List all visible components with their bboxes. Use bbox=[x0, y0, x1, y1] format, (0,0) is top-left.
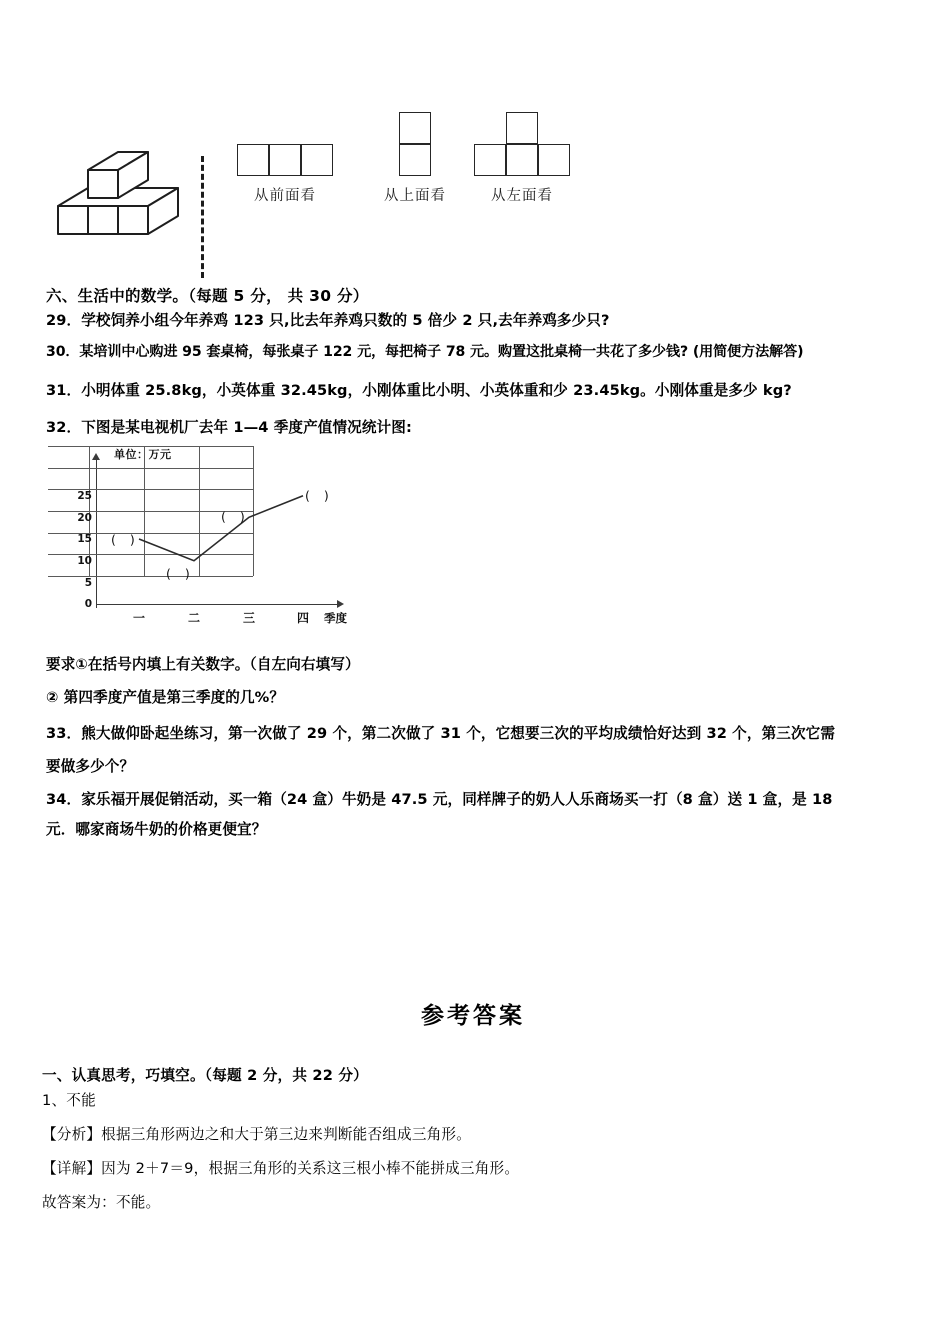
blank-marker-q4[interactable]: ( ) bbox=[305, 488, 334, 503]
front-view-label: 从前面看 bbox=[254, 188, 316, 204]
xtick-q1: 一 bbox=[132, 611, 145, 625]
answer-detail: 【详解】因为 2＋7＝9，根据三角形的关系这三根小棒不能拼成三角形。 bbox=[42, 1160, 520, 1177]
ytick-15: 15 bbox=[77, 533, 92, 546]
question-34-line-2: 元．哪家商场牛奶的价格更便宜？ bbox=[46, 821, 267, 838]
top-view-grid bbox=[399, 112, 431, 176]
answer-analysis: 【分析】根据三角形两边之和大于第三边来判断能否组成三角形。 bbox=[42, 1126, 472, 1143]
ytick-25: 25 bbox=[77, 489, 92, 502]
left-view bbox=[462, 112, 582, 205]
question-32: 32．下图是某电视机厂去年 1—4 季度产值情况统计图: bbox=[46, 419, 412, 436]
orthographic-views bbox=[190, 108, 610, 258]
blank-marker-q2[interactable]: ( ) bbox=[166, 566, 195, 581]
isometric-cube-stack-icon bbox=[50, 136, 190, 250]
requirement-1: 要求①在括号内填上有关数字。（自左向右填写） bbox=[46, 656, 360, 673]
view-cell bbox=[506, 112, 538, 144]
answer-conclusion: 故答案为：不能。 bbox=[42, 1194, 161, 1211]
ytick-0: 0 bbox=[84, 598, 92, 610]
ytick-10: 10 bbox=[77, 554, 92, 567]
view-cell bbox=[538, 144, 570, 176]
view-cell bbox=[399, 144, 431, 176]
xtick-q3: 三 bbox=[242, 611, 255, 625]
xtick-q2: 二 bbox=[187, 611, 200, 625]
answer-section-heading: 一、认真思考，巧填空。（每题 2 分，共 22 分） bbox=[42, 1067, 368, 1084]
x-axis-arrow-icon bbox=[337, 600, 344, 608]
front-view-grid bbox=[237, 144, 333, 176]
view-cell bbox=[301, 144, 333, 176]
view-cell bbox=[474, 144, 506, 176]
question-33-line-1: 33．熊大做仰卧起坐练习，第一次做了 29 个，第二次做了 31 个，它想要三次的平均成绩恰好达到 32 个，第三次它需 bbox=[46, 725, 836, 742]
question-33-line-2: 要做多少个？ bbox=[46, 758, 135, 775]
blank-marker-q1[interactable]: ( ) bbox=[111, 532, 140, 547]
view-cell bbox=[506, 144, 538, 176]
question-34-line-1: 34．家乐福开展促销活动，买一箱（24 盒）牛奶是 47.5 元，同样牌子的奶人人乐商场买一打（8 盒）送 1 盒，是 18 bbox=[46, 791, 833, 808]
x-axis-title: 季度 bbox=[324, 611, 347, 625]
quarterly-output-line-chart bbox=[48, 446, 388, 636]
question-31: 31．小明体重 25.8kg，小英体重 32.45kg，小刚体重比小明、小英体重和少 23.45kg。小刚体重是多少 kg? bbox=[46, 382, 792, 399]
geometry-figure-block bbox=[40, 58, 910, 258]
view-cell bbox=[269, 144, 301, 176]
top-view-label: 从上面看 bbox=[384, 188, 446, 204]
gridline-30 bbox=[48, 446, 253, 447]
left-view-label: 从左面看 bbox=[491, 188, 553, 204]
ytick-5: 5 bbox=[84, 576, 92, 589]
section-six-heading: 六、生活中的数学。（每题 5 分， 共 30 分） bbox=[46, 287, 369, 305]
front-view bbox=[225, 144, 345, 205]
view-cell bbox=[399, 112, 431, 144]
blank-marker-q3[interactable]: ( ) bbox=[221, 509, 250, 524]
left-view-grid bbox=[474, 112, 570, 176]
chart-unit-label: 单位：万元 bbox=[114, 448, 172, 461]
question-30: 30．某培训中心购进 95 套桌椅，每张桌子 122 元，每把椅子 78 元。购置这批桌椅一共花了多少钱? (用简便方法解答) bbox=[46, 344, 804, 360]
requirement-2: ② 第四季度产值是第三季度的几%？ bbox=[46, 689, 285, 706]
top-view bbox=[355, 112, 475, 205]
question-29: 29．学校饲养小组今年养鸡 123 只,比去年养鸡只数的 5 倍少 2 只,去年养鸡多少只? bbox=[46, 312, 610, 329]
ytick-20: 20 bbox=[77, 511, 92, 524]
gridline-25 bbox=[48, 468, 253, 469]
answer-key-title: 参考答案 bbox=[421, 1003, 525, 1029]
view-cell bbox=[237, 144, 269, 176]
xtick-q4: 四 bbox=[296, 611, 309, 625]
answer-item-1: 1、不能 bbox=[42, 1092, 96, 1109]
